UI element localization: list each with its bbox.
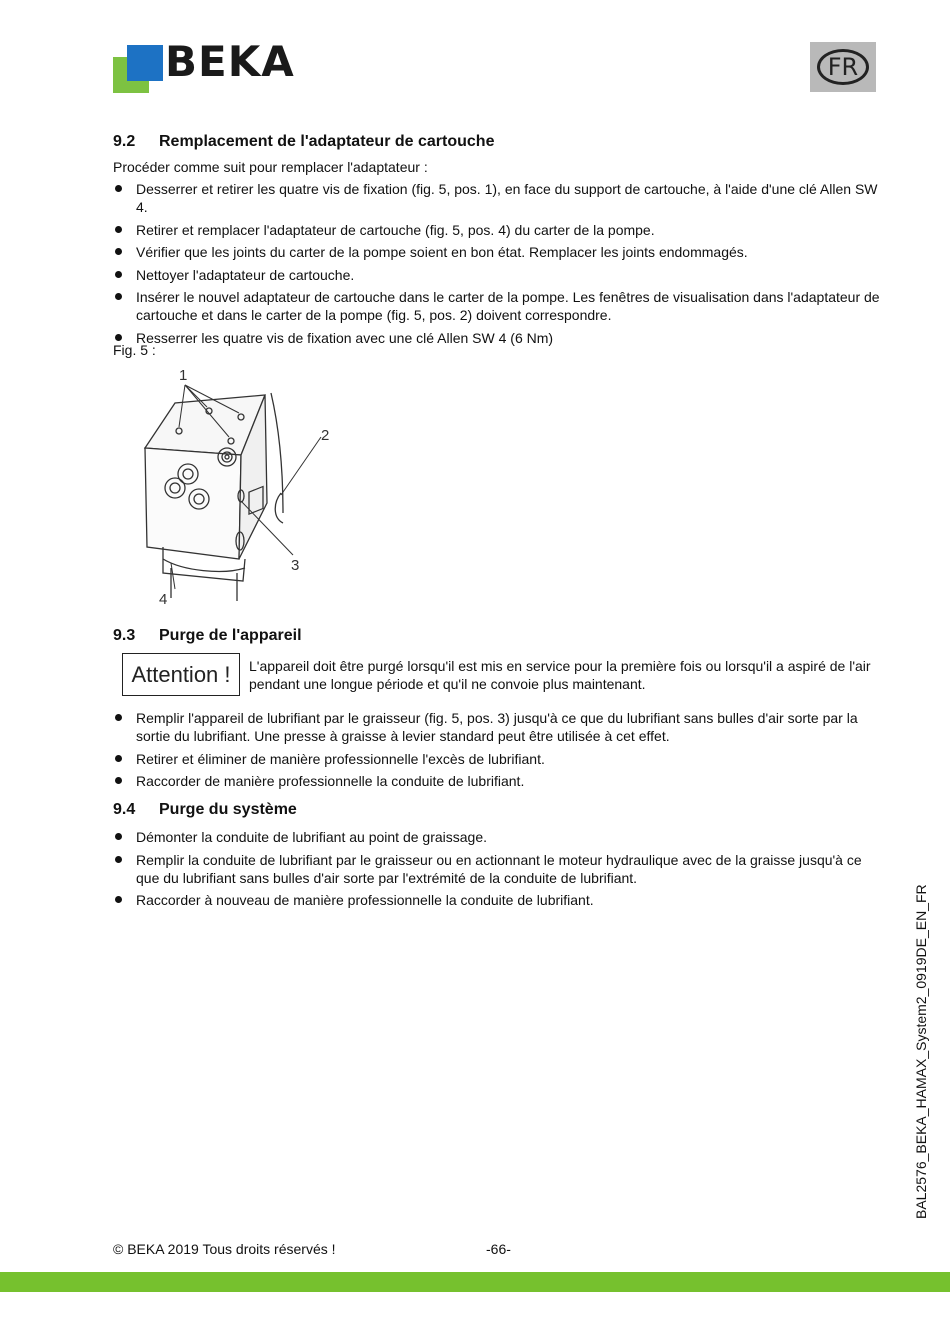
footer-bar [0,1272,950,1292]
logo-blue-square [127,45,163,81]
section-title: Remplacement de l'adaptateur de cartouche [159,133,495,150]
housing-cut-right [275,493,283,523]
pump-housing-lower [171,568,237,601]
section-title: Purge du système [159,801,297,818]
document-reference: BAL2576_BEKA_HAMAX_System2_0919DE_EN_FR [913,884,929,1219]
list-item: Remplir la conduite de lubrifiant par le graisseur ou en actionnant le moteur hydraulique avec de la graisse jusqu'à ce que du lubrifiant sans bulles d'air sorte par l'extrémité de la conduite de lubrifiant. [113,851,883,887]
list-item: Desserrer et retirer les quatre vis de fixation (fig. 5, pos. 1), en face du support de cartouche, à l'aide d'une clé Allen SW 4. [113,180,888,216]
callout-1: 1 [179,367,188,384]
list-item: Retirer et remplacer l'adaptateur de cartouche (fig. 5, pos. 4) du carter de la pompe. [113,221,888,239]
attention-text: L'appareil doit être purgé lorsqu'il est mis en service pour la première fois ou lorsqu'il a aspiré de l'air pendant une longue période et qu'il ne convoie plus maintenant. [249,658,871,692]
page-number: -66- [486,1241,511,1257]
callout-2: 2 [321,427,330,444]
footer-copyright: © BEKA 2019 Tous droits réservés ! [113,1241,336,1257]
section-number: 9.3 [113,627,136,644]
section-title: Purge de l'appareil [159,627,302,644]
list-item: Insérer le nouvel adaptateur de cartouche dans le carter de la pompe. Les fenêtres de visualisation dans l'adaptateur de cartouche et dans le carter de la pompe (fig. 5, pos. 2) doivent correspondre. [113,288,888,324]
list-item: Remplir l'appareil de lubrifiant par le graisseur (fig. 5, pos. 3) jusqu'à ce que du lubrifiant sans bulles d'air sorte par la sortie du lubrifiant. Une presse à graisse à levier standard peut être utilisée à cet effet. [113,709,883,745]
pump-housing-edge [163,559,245,571]
beka-logo [113,37,328,94]
list-item: Démonter la conduite de lubrifiant au point de graissage. [113,828,883,846]
logo-text: BEKA [165,37,295,86]
figure-5-cartridge-adapter [133,363,343,608]
list-item: Vérifier que les joints du carter de la pompe soient en bon état. Remplacer les joints endommagés. [113,243,888,261]
section-number: 9.2 [113,133,136,150]
section-9-3-heading [113,627,302,645]
section-9-2-list [113,180,888,352]
list-item: Raccorder de manière professionnelle la conduite de lubrifiant. [113,772,883,790]
section-9-3-list [113,709,883,795]
callout-4: 4 [159,591,168,608]
section-9-2-heading [113,133,494,151]
section-number: 9.4 [113,801,136,818]
section-9-2-intro: Procéder comme suit pour remplacer l'adaptateur : [113,159,428,175]
list-item: Nettoyer l'adaptateur de cartouche. [113,266,888,284]
section-9-4-list [113,828,883,914]
figure-label: Fig. 5 : [113,342,156,358]
list-item: Resserrer les quatre vis de fixation avec une clé Allen SW 4 (6 Nm) [113,329,888,347]
attention-box: Attention ! [122,653,240,696]
section-9-4-heading [113,801,297,819]
list-item: Raccorder à nouveau de manière professionnelle la conduite de lubrifiant. [113,891,883,909]
callout-3: 3 [291,557,300,574]
list-item: Retirer et éliminer de manière professionnelle l'excès de lubrifiant. [113,750,883,768]
language-badge [810,42,876,92]
language-badge-label: FR [817,49,869,85]
